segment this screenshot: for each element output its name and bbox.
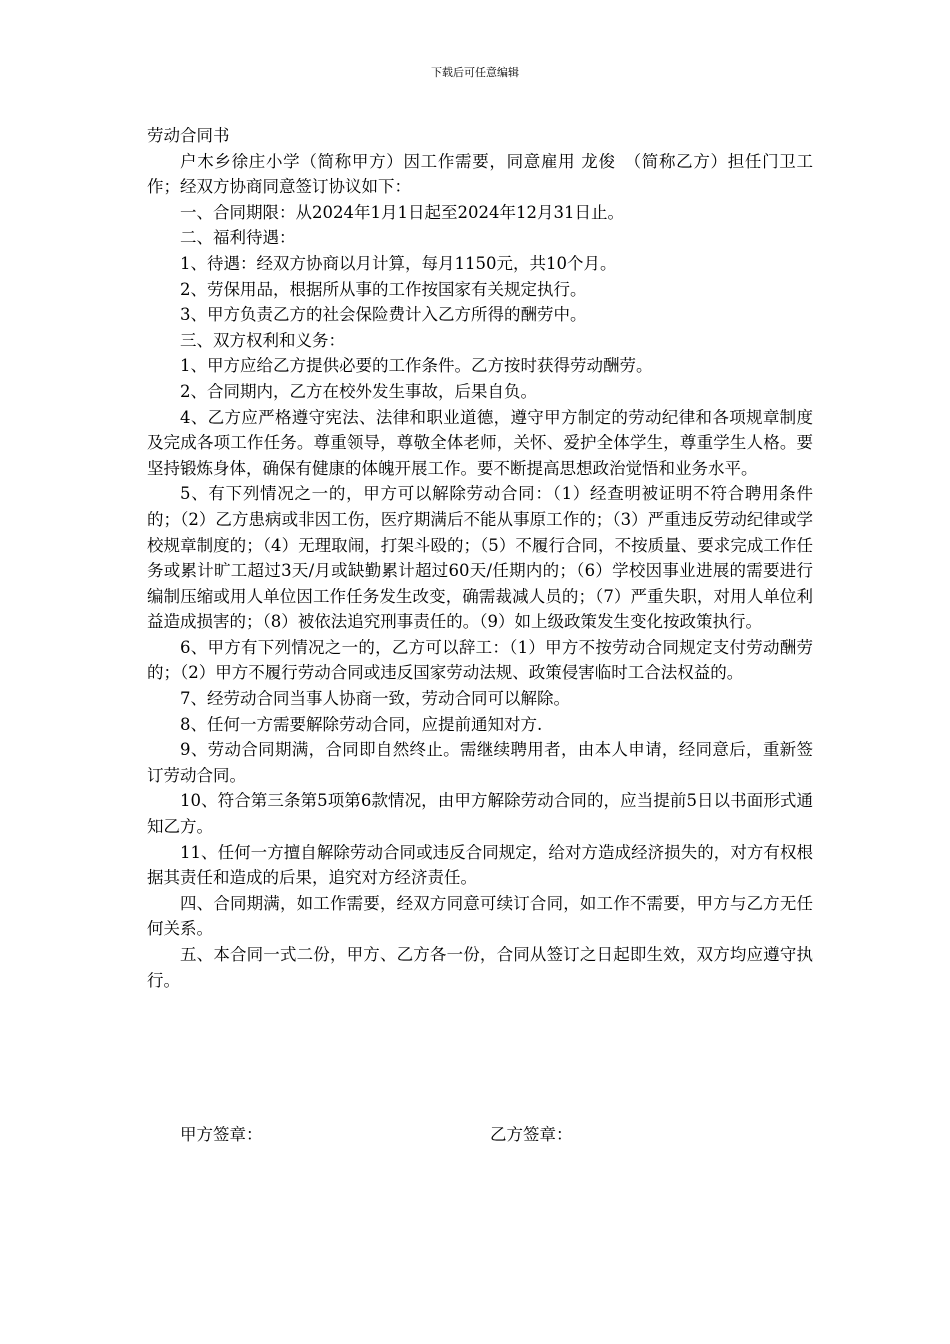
clause-rights-2: 2、合同期内，乙方在校外发生事故，后果自负。: [180, 381, 537, 401]
clause-benefit-insurance: 3、甲方负责乙方的社会保险费计入乙方所得的酬劳中。: [180, 305, 587, 325]
party-b-signature-label: 乙方签章：: [490, 1125, 573, 1144]
party-a-signature-label: 甲方签章：: [180, 1125, 263, 1144]
clause-rights-9: 9、劳动合同期满，合同即自然终止。需继续聘用者，由本人申请，经同意后，重新签订劳动合同。: [147, 740, 813, 785]
clause-rights-5: 5、有下列情况之一的，甲方可以解除劳动合同：（1）经查明被证明不符合聘用条件的；（2）乙方患病或非因工伤，医疗期满后不能从事原工作的；（3）严重违反劳动纪律或学校规章制度的；（4）无理取闹，打架斗殴的；（5）不履行合同，不按质量、要求完成工作任务或累计旷工超过3天/月或缺勤累计超过60天/任期内的；（6）学校因事业进展的需要进行编制压缩或用人单位因工作任务发生改变，确需裁减人员的；（7）严重失职，对用人单位利益造成损害的；（8）被依法追究刑事责任的。（9）如上级政策发生变化按政策执行。: [147, 484, 813, 632]
clause-rights-1: 1、甲方应给乙方提供必要的工作条件。乙方按时获得劳动酬劳。: [180, 356, 653, 376]
clause-rights-6: 6、甲方有下列情况之一的，乙方可以辞工：（1）甲方不按劳动合同规定支付劳动酬劳的；（2）甲方不履行劳动合同或违反国家劳动法规、政策侵害临时工合法权益的。: [147, 637, 813, 683]
contract-intro-paragraph: 户木乡徐庄小学（简称甲方）因工作需要，同意雇用 龙俊 （简称乙方）担任门卫工作；经双方协商同意签订协议如下：: [147, 151, 813, 197]
document-title: 劳动合同书: [147, 126, 230, 145]
clause-benefit-pay: 1、待遇：经双方协商以月计算，每月1150元，共10个月。: [180, 253, 617, 273]
clause-renewal: 四、合同期满，如工作需要，经双方同意可续订合同，如工作不需要，甲方与乙方无任何关系。: [147, 893, 813, 939]
clause-rights-8: 8、任何一方需要解除劳动合同，应提前通知对方.: [180, 714, 543, 734]
clause-benefit-protective-gear: 2、劳保用品，根据所从事的工作按国家有关规定执行。: [180, 279, 587, 299]
contract-body: [147, 123, 813, 993]
section-rights-heading: 三、双方权利和义务：: [180, 330, 345, 350]
section-benefits-heading: 二、福利待遇：: [180, 228, 296, 248]
clause-rights-10: 10、符合第三条第5项第6款情况，由甲方解除劳动合同的，应当提前5日以书面形式通知乙方。: [147, 791, 813, 837]
clause-term: 一、合同期限：从2024年1月1日起至2024年12月31日止。: [180, 202, 624, 222]
clause-rights-7: 7、经劳动合同当事人协商一致，劳动合同可以解除。: [180, 689, 570, 709]
clause-copies: 五、本合同一式二份，甲方、乙方各一份，合同从签订之日起即生效，双方均应遵守执行。: [147, 945, 813, 990]
clause-rights-11: 11、任何一方擅自解除劳动合同或违反合同规定，给对方造成经济损失的，对方有权根据其责任和造成的后果，追究对方经济责任。: [147, 842, 813, 888]
page-header-note: 下载后可任意编辑: [431, 66, 519, 79]
clause-rights-4: 4、乙方应严格遵守宪法、法律和职业道德，遵守甲方制定的劳动纪律和各项规章制度及完成各项工作任务。尊重领导，尊敬全体老师，关怀、爱护全体学生，尊重学生人格。要坚持锻炼身体，确保有健康的体魄开展工作。要不断提高思想政治觉悟和业务水平。: [147, 407, 813, 478]
